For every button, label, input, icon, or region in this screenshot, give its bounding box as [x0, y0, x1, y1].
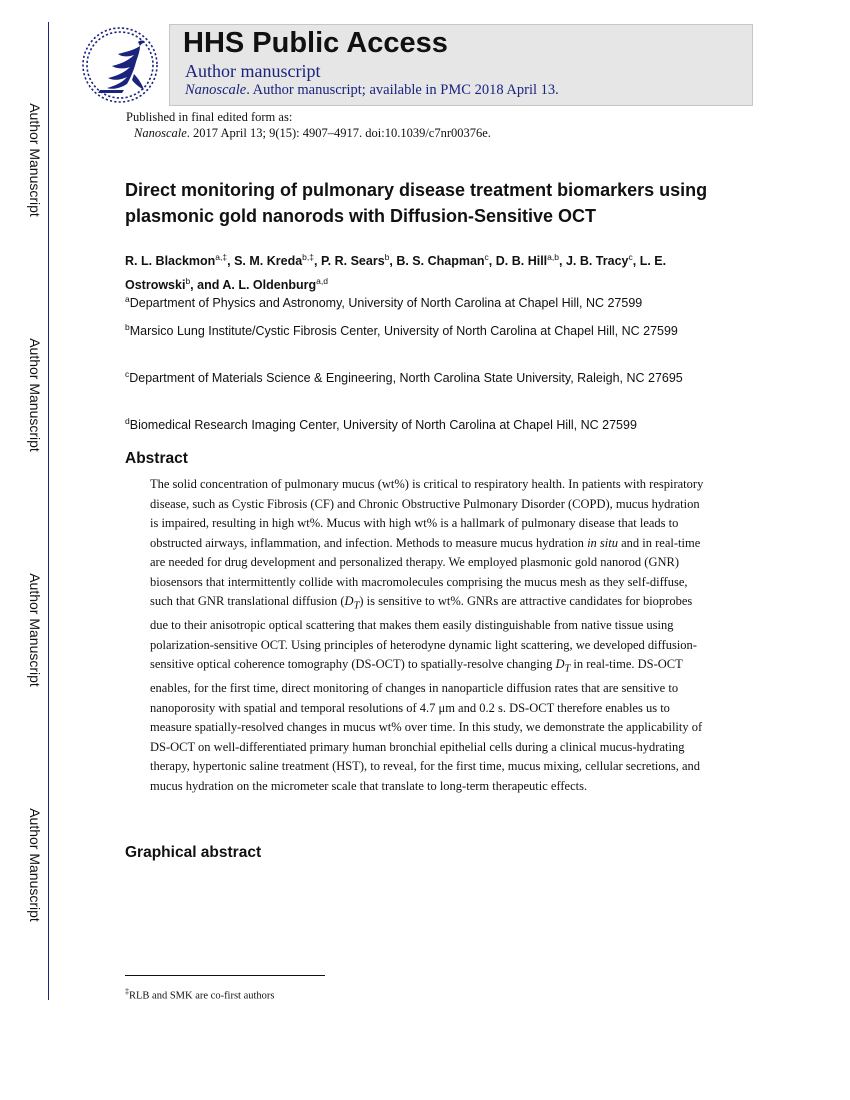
affiliation: $^b$Marsico Lung Institute/Cystic Fibrosis Center, University of North Carolina at Chapel Hill, NC 27599 [125, 322, 678, 339]
abstract-text: The solid concentration of pulmonary mucus (wt%) is critical to respiratory health. In patients with respiratory disease, such as Cystic Fibrosis (CF) and Chronic Obstructive Pulmonary Disorder (COPD), mucus hydration is impaired, resulting in high wt%. Mucus with high wt% is a hallmark of pulmonary disease that leads to obstructed airways, inflammation, and infection. Methods to measure mucus hydration in situ and in real-time are needed for drug development and personalized therapy. We employed plasmonic gold nanorod (GNR) biosensors that intermittently collide with macromolecules comprising the mucus mesh as they self-diffuse, such that GNR translational diffusion $(D_T)$ is sensitive to wt%. GNRs are attractive candidates for bioprobes due to their anisotropic optical scattering that makes them easily distinguishable from native tissue using polarization-sensitive OCT. Using principles of heterodyne dynamic light scattering, we developed diffusion-sensitive optical coherence tomography (DS-OCT) to spatially-resolve changing $D_T$ in real-time. DS-OCT enables, for the first time, direct monitoring of changes in nanoparticle diffusion rates that are sensitive to nanoporosity with spatial and temporal resolutions of 4.7 μm and 0.2 s. DS-OCT therefore enables us to measure spatially-resolved changes in mucus wt% over time. In this study, we demonstrate the applicability of DS-OCT on well-differentiated primary human bronchial epithelial cells during a clinical mucus-hydrating therapy, hypertonic saline treatment (HST), to reveal, for the first time, mucus mixing, cellular secretions, and mucus hydration on the micrometer scale that translate to long-term therapeutic effects. [150, 477, 704, 793]
sidebar-label: Author Manuscript [27, 573, 43, 687]
author: D. B. Hill$^{a,b}$ [495, 252, 559, 269]
diffusion-symbol: $D_T$ [555, 657, 571, 675]
footnote: ‡RLB and SMK are co-first authors [125, 987, 275, 1002]
hhs-eagle-logo-icon [78, 24, 162, 106]
banner-availability: Nanoscale. Author manuscript; available in PMC 2018 April 13. [185, 82, 559, 98]
published-citation: Nanoscale. 2017 April 13; 9(15): 4907–4917. doi:10.1039/c7nr00376e. [134, 126, 491, 140]
author: J. B. Tracy$^c$ [565, 252, 633, 269]
affiliation: $^d$Biomedical Research Imaging Center, University of North Carolina at Chapel Hill, NC 27599 [125, 416, 637, 433]
diffusion-symbol: $D_T$ [344, 594, 360, 612]
sidebar-label: Author Manuscript [27, 103, 43, 217]
published-journal: Nanoscale [134, 126, 187, 140]
sidebar-label: Author Manuscript [27, 338, 43, 452]
hhs-banner [169, 24, 753, 106]
author-list: R. L. Blackmon$^{a,\ddagger}$, S. M. Kreda$^{b,\ddagger}$, P. R. Sears$^b$, B. S. Chapman$^c$, D. B. Hill$^{a,b}$, J. B. Tracy$^c$, L. E. Ostrowski$^b$, and A. L. Oldenburg$^{a,d}$ [125, 252, 667, 293]
sidebar-label: Author Manuscript [27, 808, 43, 922]
banner-journal: Nanoscale [185, 82, 247, 98]
sidebar-rule [48, 22, 49, 1000]
author: S. M. Kreda$^{b,\ddagger}$ [234, 252, 314, 269]
author: P. R. Sears$^b$ [320, 252, 390, 269]
abstract-heading: Abstract [125, 450, 188, 467]
affiliation: $^a$Department of Physics and Astronomy, University of North Carolina at Chapel Hill, NC 27599 [125, 294, 643, 311]
author: A. L. Oldenburg$^{a,d}$ [222, 276, 328, 293]
article-title: Direct monitoring of pulmonary disease treatment biomarkers using plasmonic gold nanorods with Diffusion-Sensitive OCT [125, 180, 708, 226]
author: L. E. Ostrowski$^b$ [125, 254, 667, 293]
banner-subtitle: Author manuscript [185, 61, 321, 81]
footnote-rule [125, 975, 325, 976]
graphical-abstract-heading: Graphical abstract [125, 844, 262, 861]
author: R. L. Blackmon$^{a,\ddagger}$ [125, 252, 228, 269]
published-info [126, 109, 491, 141]
banner-title: HHS Public Access [183, 27, 448, 59]
published-label: Published in final edited form as: [126, 110, 293, 124]
author: B. S. Chapman$^c$ [396, 252, 489, 269]
affiliation: $^c$Department of Materials Science & Engineering, North Carolina State University, Raleigh, NC 27695 [125, 369, 683, 386]
